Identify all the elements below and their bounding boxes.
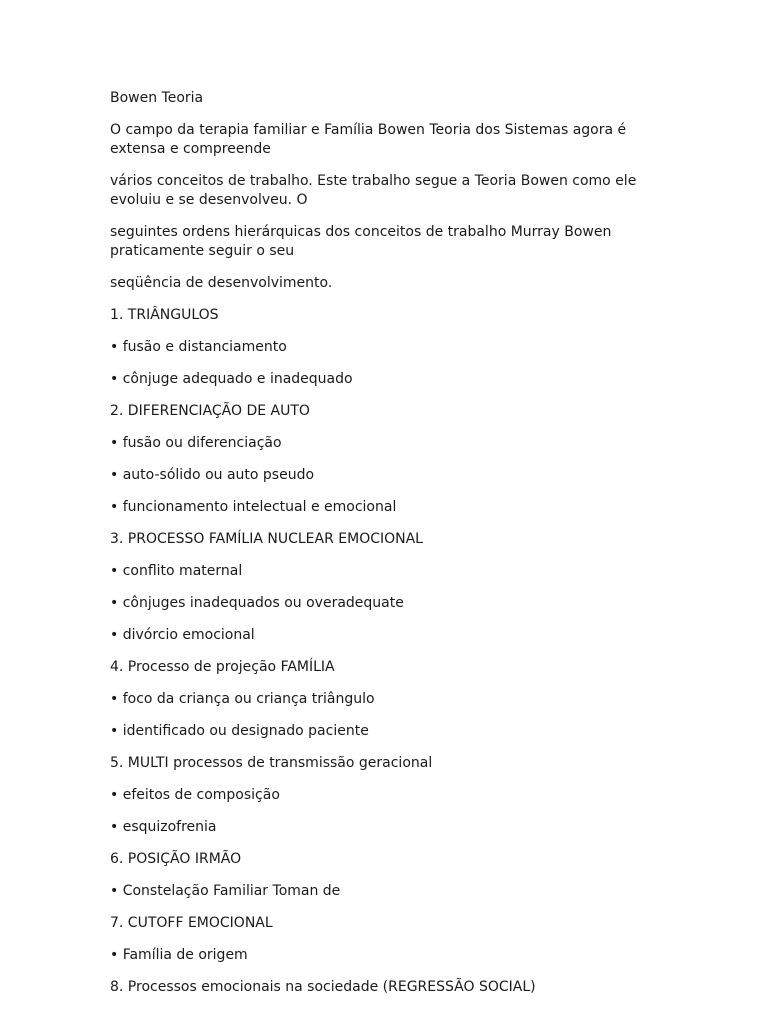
section-heading: 8. Processos emocionais na sociedade (REGRESSÃO SOCIAL) (110, 979, 536, 995)
bullet-item: • fusão e distanciamento (110, 339, 287, 355)
section-heading: 1. TRIÂNGULOS (110, 307, 219, 323)
bullet-item: • Família de origem (110, 947, 248, 963)
paragraph: seqüência de desenvolvimento. (110, 275, 333, 291)
bullet-item: • fusão ou diferenciação (110, 435, 282, 451)
section-heading: 2. DIFERENCIAÇÃO DE AUTO (110, 403, 310, 419)
document-body (110, 89, 650, 1010)
bullet-item: • conflito maternal (110, 563, 243, 579)
bullet-item: • efeitos de composição (110, 787, 280, 803)
bullet-item: • cônjuge adequado e inadequado (110, 371, 353, 387)
bullet-item: • identificado ou designado paciente (110, 723, 369, 739)
section-heading: 3. PROCESSO FAMÍLIA NUCLEAR EMOCIONAL (110, 531, 423, 547)
bullet-item: • funcionamento intelectual e emocional (110, 499, 397, 515)
section-heading: 5. MULTI processos de transmissão geracional (110, 755, 433, 771)
bullet-item: • Constelação Familiar Toman de (110, 883, 341, 899)
bullet-item: • esquizofrenia (110, 819, 217, 835)
section-heading: 4. Processo de projeção FAMÍLIA (110, 659, 335, 675)
document-title: Bowen Teoria (110, 90, 204, 106)
bullet-item: • foco da criança ou criança triângulo (110, 691, 375, 707)
paragraph: seguintes ordens hierárquicas dos conceitos de trabalho Murray Bowen praticamente seguir o seu (110, 224, 612, 259)
paragraph: vários conceitos de trabalho. Este trabalho segue a Teoria Bowen como ele evoluiu e se desenvolveu. O (110, 173, 637, 208)
bullet-item: • auto-sólido ou auto pseudo (110, 467, 315, 483)
paragraph: O campo da terapia familiar e Família Bowen Teoria dos Sistemas agora é extensa e compreende (110, 122, 627, 157)
section-heading: 7. CUTOFF EMOCIONAL (110, 915, 273, 931)
section-heading: 6. POSIÇÃO IRMÃO (110, 851, 242, 867)
bullet-item: • divórcio emocional (110, 627, 255, 643)
bullet-item: • cônjuges inadequados ou overadequate (110, 595, 404, 611)
